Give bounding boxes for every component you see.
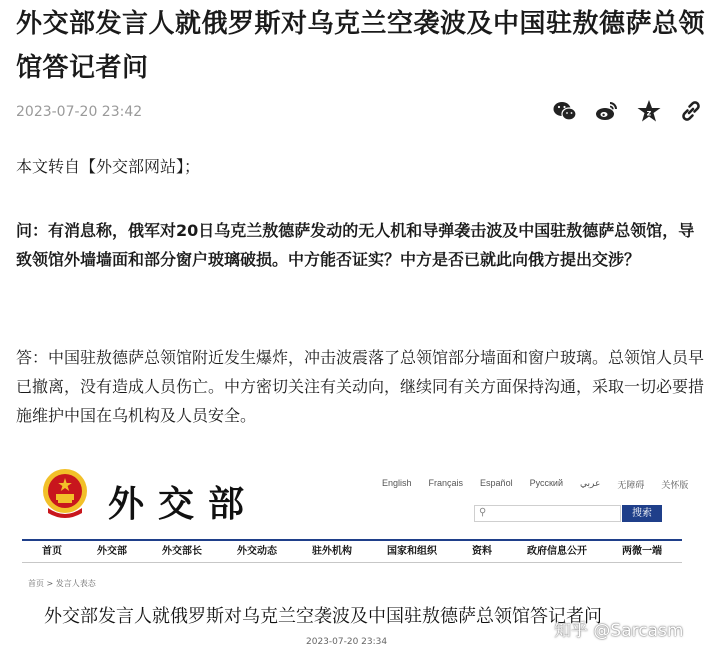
nav-item-missions[interactable]: 驻外机构	[312, 546, 352, 557]
nav-divider-bottom	[22, 562, 682, 563]
question-paragraph: 问：有消息称，俄军对20日乌克兰敖德萨发动的无人机和导弹袭击波及中国驻敖德萨总领馆，导致领馆外墙墙面和部分窗户玻璃破损。中方能否证实？中方是否已就此向俄方提出交涉？	[16, 221, 695, 269]
weibo-icon[interactable]	[594, 98, 620, 124]
search-button[interactable]: 搜索	[622, 505, 662, 522]
embedded-article-title: 外交部发言人就俄罗斯对乌克兰空袭波及中国驻敖德萨总领馆答记者问	[44, 606, 602, 627]
watermark: 知乎 @Sarcasm	[554, 621, 684, 641]
wechat-icon[interactable]	[552, 98, 578, 124]
share-toolbar	[552, 98, 704, 124]
lang-arabic[interactable]: عربي	[579, 478, 601, 488]
article-title: 外交部发言人就俄罗斯对乌克兰空袭波及中国驻敖德萨总领馆答记者问	[16, 9, 706, 83]
lang-russian[interactable]: Русский	[529, 478, 563, 488]
favorite-star-icon[interactable]	[636, 98, 662, 124]
nav-item-news[interactable]: 外交动态	[237, 546, 277, 557]
embedded-article-date: 2023-07-20 23:34	[306, 637, 388, 647]
lang-english[interactable]: English	[382, 478, 412, 488]
nav-divider-top	[22, 539, 682, 541]
answer-paragraph: 答：中国驻敖德萨总领馆附近发生爆炸，冲击波震落了总领馆部分墙面和窗户玻璃。总领馆人员早已撤离，没有造成人员伤亡。中方密切关注有关动向，继续同有关方面保持沟通，采取一切必要措施维护中国在乌机构及人员安全。	[16, 348, 705, 425]
source-note: 本文转自【外交部网站】；	[16, 157, 201, 176]
main-nav	[22, 542, 682, 562]
nav-item-gov-info[interactable]: 政府信息公开	[527, 546, 587, 557]
national-emblem-icon	[38, 466, 92, 520]
nav-item-countries[interactable]: 国家和组织	[387, 546, 437, 557]
lang-spanish[interactable]: Español	[480, 478, 513, 488]
search-icon: ⚲	[479, 507, 487, 518]
nav-item-home[interactable]: 首页	[42, 546, 62, 557]
svg-text:z: z	[646, 108, 652, 118]
language-links	[382, 478, 688, 491]
search-input[interactable]	[474, 505, 621, 522]
nav-item-resources[interactable]: 资料	[472, 546, 492, 557]
embedded-screenshot	[16, 456, 706, 655]
publish-date: 2023-07-20 23:42	[16, 104, 143, 120]
breadcrumb[interactable]: 首页 > 发言人表态	[28, 579, 96, 588]
lang-accessibility[interactable]: 无障碍	[617, 480, 645, 490]
copy-link-icon[interactable]	[678, 98, 704, 124]
lang-care-mode[interactable]: 关怀版	[661, 480, 689, 490]
nav-item-minister[interactable]: 外交部长	[162, 546, 202, 557]
lang-french[interactable]: Français	[428, 478, 464, 488]
nav-item-social[interactable]: 两微一端	[622, 546, 662, 557]
site-logo-text[interactable]: 外交部	[108, 483, 259, 525]
nav-item-ministry[interactable]: 外交部	[97, 546, 127, 557]
